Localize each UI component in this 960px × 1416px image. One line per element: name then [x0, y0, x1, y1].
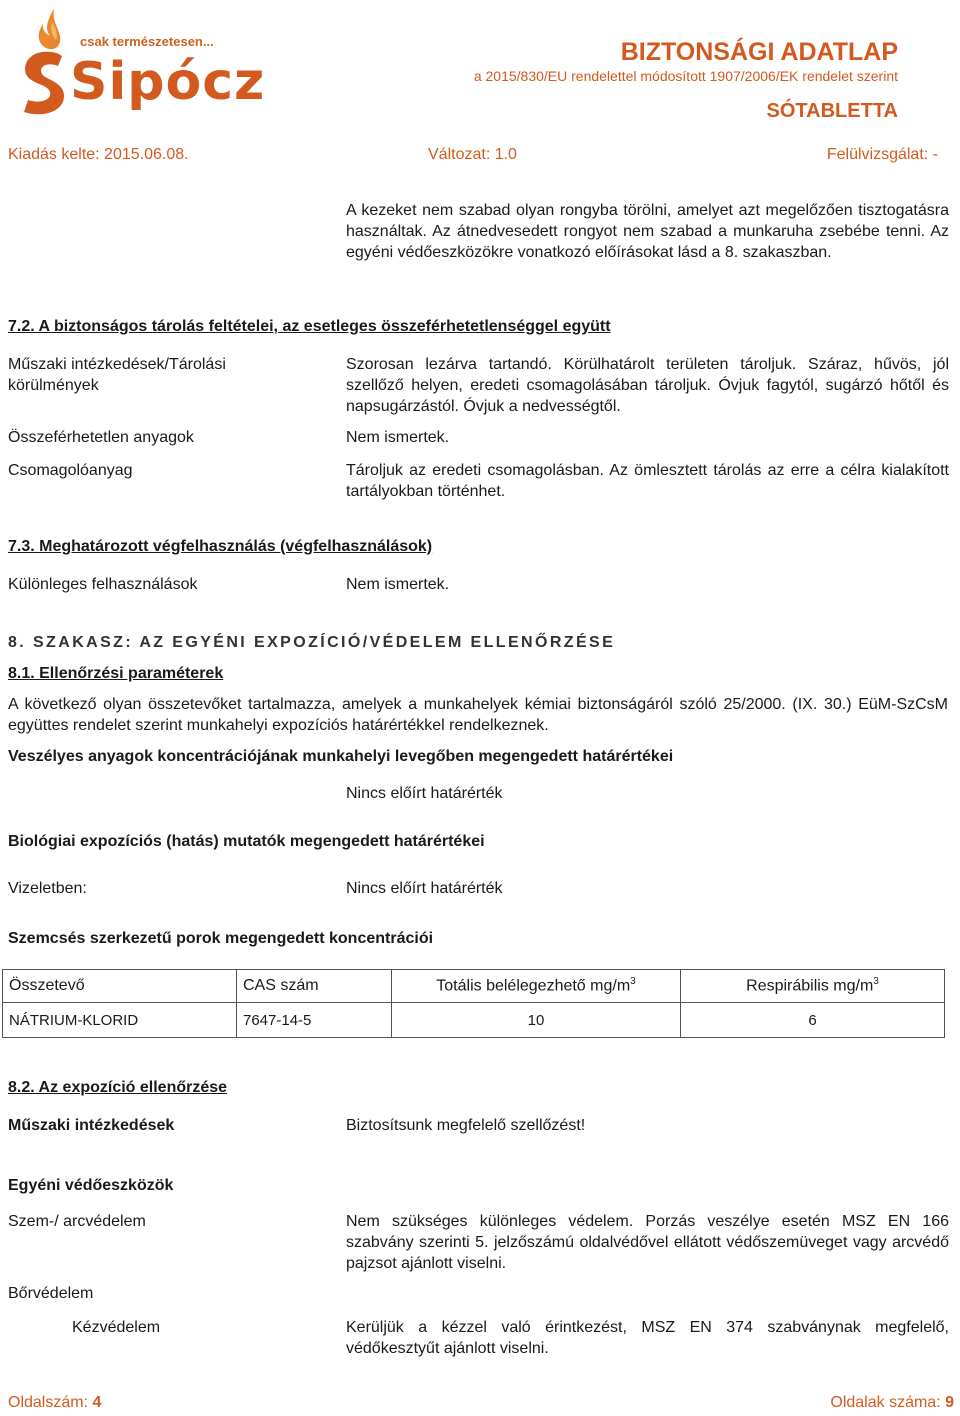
table-header-cell: Respirábilis $mg/m^3$	[681, 970, 945, 1003]
page-number: Oldalszám: 4	[8, 1394, 102, 1411]
section-7-2-heading: 7.2. A biztonságos tárolás feltételei, az esetleges összeférhetetlenséggel együtt	[8, 318, 611, 335]
table-cell: 6	[681, 1003, 945, 1038]
packaging-value: Tároljuk az eredeti csomagolásban. Az ömlesztett tárolás az erre a célra kialakított tartályokban történhet.	[346, 462, 949, 500]
eye-value: Nem szükséges különleges védelem. Porzás veszélye esetén MSZ EN 166 szabvány szerinti 5. jelzőszámú oldalvédővel ellátott védőszemüveget vagy arcvédő pajzsot ajánlott viselni.	[346, 1213, 949, 1272]
section-7-3-heading: 7.3. Meghatározott végfelhasználás (végfelhasználások)	[8, 538, 433, 555]
document-title: BIZTONSÁGI ADATLAP	[620, 38, 898, 66]
table-cell: NÁTRIUM-KLORID	[3, 1003, 237, 1038]
table-cell: 10	[392, 1003, 681, 1038]
packaging-label: Csomagolóanyag	[8, 462, 133, 479]
limits-heading: Veszélyes anyagok koncentrációjának munkahelyi levegőben megengedett határértékei	[8, 748, 674, 765]
issue-date: Kiadás kelte: 2015.06.08.	[8, 146, 189, 163]
bio-heading: Biológiai expozíciós (hatás) mutatók megengedett határértékei	[8, 833, 485, 850]
total-pages: Oldalak száma: 9	[830, 1394, 954, 1411]
section-8-heading: 8. SZAKASZ: AZ EGYÉNI EXPOZÍCIÓ/VÉDELEM ELLENŐRZÉSE	[8, 634, 616, 651]
engineering-label: Műszaki intézkedések	[8, 1117, 175, 1134]
engineering-value: Biztosítsunk megfelelő szellőzést!	[346, 1117, 586, 1134]
dust-table	[2, 969, 945, 1038]
limits-value: Nincs előírt határérték	[346, 785, 503, 802]
bio-label: Vizeletben:	[8, 880, 87, 897]
table-header-cell: Totális belélegezhető $mg/m^3$	[392, 970, 681, 1003]
skin-label: Bőrvédelem	[8, 1285, 94, 1302]
dust-heading: Szemcsés szerkezetű porok megengedett koncentrációi	[8, 930, 434, 947]
ppe-heading: Egyéni védőeszközök	[8, 1177, 174, 1194]
regulation-subtitle: a 2015/830/EU rendelettel módosított 1907/2006/EK rendelet szerint	[473, 68, 898, 84]
logo-wordmark: Sipócz	[70, 52, 266, 112]
company-logo	[14, 4, 266, 120]
section-8-1-text: A következő olyan összetevőket tartalmazza, amelyek a munkahelyek kémiai biztonságáról szóló 25/2000. (IX. 30.) EüM-SzCsM együttes rendelet szerint munkahelyi expozíciós határértékkel rendelkeznek.	[8, 696, 948, 734]
special-use-value: Nem ismertek.	[346, 576, 450, 593]
storage-value: Szorosan lezárva tartandó. Körülhatárolt területen tároljuk. Száraz, hűvös, jól szellőző helyen, eredeti csomagolásában tároljuk. Óvjuk fagytól, sugárzó hőtől és napsugárzástól. Óvjuk a nedvességtől.	[346, 356, 949, 415]
version: Változat: 1.0	[428, 146, 517, 163]
table-header-cell: Összetevő	[3, 970, 237, 1003]
product-name: SÓTABLETTA	[766, 100, 898, 122]
incompatible-value: Nem ismertek.	[346, 429, 450, 446]
special-use-label: Különleges felhasználások	[8, 576, 198, 593]
table-header-cell: CAS szám	[237, 970, 392, 1003]
table-header-row	[3, 970, 945, 1003]
storage-label: Műszaki intézkedések/Tárolási körülmények	[8, 356, 226, 394]
revision: Felülvizsgálat: -	[826, 146, 938, 163]
section-8-2-heading: 8.2. Az expozíció ellenőrzése	[8, 1079, 228, 1096]
incompatible-label: Összeférhetetlen anyagok	[8, 429, 194, 446]
bio-value: Nincs előírt határérték	[346, 880, 503, 897]
table-cell: 7647-14-5	[237, 1003, 392, 1038]
hand-label: Kézvédelem	[72, 1319, 161, 1336]
eye-label: Szem-/ arcvédelem	[8, 1213, 146, 1230]
section-8-1-heading: 8.1. Ellenőrzési paraméterek	[8, 665, 224, 682]
intro-paragraph: A kezeket nem szabad olyan rongyba törölni, amelyet azt megelőzően tisztogatásra használtak. Az átnedvesedett rongyot nem szabad a munkaruha zsebébe tenni. Az egyéni védőeszközökre vonatkozó előírásokat lásd a 8. szakaszban.	[346, 202, 949, 261]
hand-value: Kerüljük a kézzel való érintkezést, MSZ EN 374 szabványnak megfelelő, védőkesztyűt ajánlott viselni.	[346, 1319, 949, 1357]
table-row	[3, 1003, 945, 1038]
logo-tagline: csak természetesen...	[80, 34, 214, 49]
